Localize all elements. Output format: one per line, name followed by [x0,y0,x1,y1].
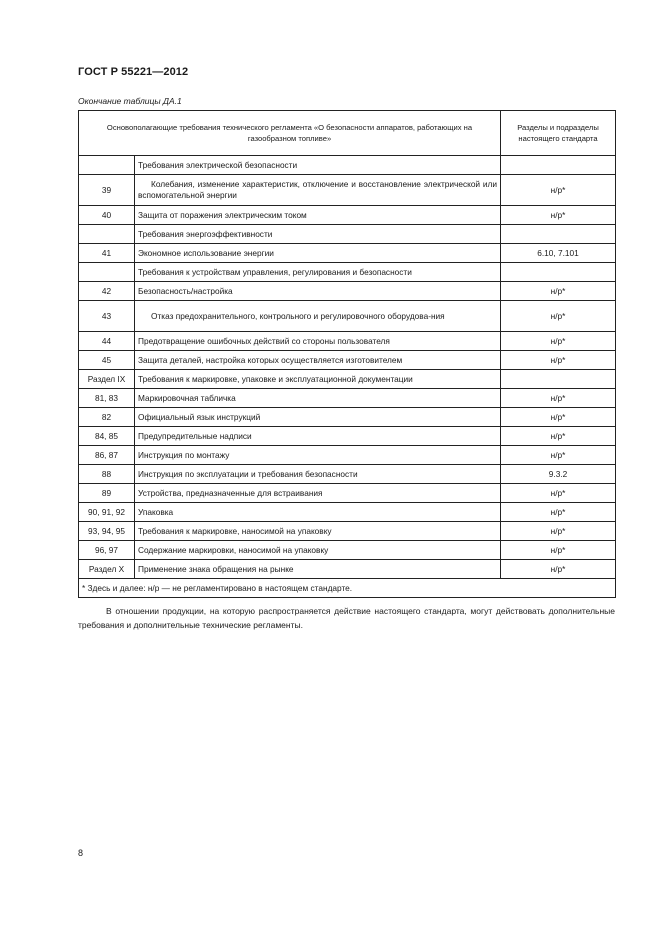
row-item-number [79,263,135,282]
row-section: н/р* [501,541,616,560]
table-row [79,484,616,503]
row-requirement: Колебания, изменение характеристик, отключение и восстановление электрической или вспомогательной энергии [135,175,501,206]
table-row [79,263,616,282]
row-item-number: 84, 85 [79,427,135,446]
table-row [79,351,616,370]
header-requirements: Основополагающие требования технического регламента «О безопасности аппаратов, работающих на газообразном топливе» [79,111,501,156]
row-section: н/р* [501,503,616,522]
row-section [501,156,616,175]
row-item-number: 96, 97 [79,541,135,560]
row-requirement: Требования к маркировке, наносимой на упаковку [135,522,501,541]
table-row [79,244,616,263]
table-row [79,541,616,560]
row-item-number: 39 [79,175,135,206]
row-section: н/р* [501,332,616,351]
row-section: н/р* [501,484,616,503]
row-item-number: 81, 83 [79,389,135,408]
page-number: 8 [78,848,84,858]
row-section: н/р* [501,282,616,301]
table-header-row [79,111,616,156]
row-item-number [79,225,135,244]
row-requirement: Защита от поражения электрическим током [135,206,501,225]
row-requirement: Содержание маркировки, наносимой на упаковку [135,541,501,560]
table-row [79,522,616,541]
row-item-number: 82 [79,408,135,427]
table-row [79,408,616,427]
row-item-number: 89 [79,484,135,503]
row-requirement: Экономное использование энергии [135,244,501,263]
row-requirement: Отказ предохранительного, контрольного и регулировочного оборудова-ния [135,301,501,332]
row-item-number: Раздел IX [79,370,135,389]
body-paragraph-text: В отношении продукции, на которую распространяется действие настоящего стандарта, могут действовать дополнительные требования и дополнительные технические регламенты. [78,606,615,630]
row-item-number: 42 [79,282,135,301]
table-row [79,427,616,446]
requirements-table [78,110,616,598]
row-section: н/р* [501,408,616,427]
row-item-number: 41 [79,244,135,263]
row-requirement: Защита деталей, настройка которых осуществляется изготовителем [135,351,501,370]
table-row [79,446,616,465]
row-section [501,225,616,244]
row-requirement: Инструкция по эксплуатации и требования безопасности [135,465,501,484]
row-section: н/р* [501,206,616,225]
row-requirement: Требования к устройствам управления, регулирования и безопасности [135,263,501,282]
row-section: н/р* [501,560,616,579]
table-footnote: * Здесь и далее: н/р — не регламентировано в настоящем стандарте. [79,579,616,598]
row-section: н/р* [501,351,616,370]
row-item-number: 86, 87 [79,446,135,465]
row-requirement: Предупредительные надписи [135,427,501,446]
table-row [79,175,616,206]
table-row [79,389,616,408]
row-item-number: 44 [79,332,135,351]
table-row [79,560,616,579]
table-row [79,465,616,484]
header-sections: Разделы и подразделы настоящего стандарта [501,111,616,156]
table-row [79,156,616,175]
row-requirement: Требования к маркировке, упаковке и эксплуатационной документации [135,370,501,389]
row-item-number: 93, 94, 95 [79,522,135,541]
row-requirement: Упаковка [135,503,501,522]
row-requirement: Безопасность/настройка [135,282,501,301]
table-row [79,370,616,389]
body-paragraph [78,604,615,632]
row-item-number: 40 [79,206,135,225]
row-requirement: Требования энергоэффективности [135,225,501,244]
row-section: н/р* [501,175,616,206]
document-header: ГОСТ Р 55221—2012 [78,66,189,78]
row-section: н/р* [501,301,616,332]
table-row [79,282,616,301]
row-section: н/р* [501,389,616,408]
row-requirement: Официальный язык инструкций [135,408,501,427]
row-item-number: 88 [79,465,135,484]
row-requirement: Требования электрической безопасности [135,156,501,175]
row-section [501,263,616,282]
row-section: н/р* [501,427,616,446]
footnote-row [79,579,616,598]
row-item-number [79,156,135,175]
row-item-number: 45 [79,351,135,370]
table-caption: Окончание таблицы ДА.1 [78,96,182,106]
row-item-number: Раздел X [79,560,135,579]
table-row [79,301,616,332]
row-section [501,370,616,389]
row-requirement: Предотвращение ошибочных действий со стороны пользователя [135,332,501,351]
row-requirement: Маркировочная табличка [135,389,501,408]
table-row [79,332,616,351]
table-row [79,503,616,522]
row-section: н/р* [501,522,616,541]
row-item-number: 90, 91, 92 [79,503,135,522]
row-section: н/р* [501,446,616,465]
row-section: 6.10, 7.101 [501,244,616,263]
table-row [79,206,616,225]
row-item-number: 43 [79,301,135,332]
table-body [79,156,616,579]
row-section: 9.3.2 [501,465,616,484]
row-requirement: Применение знака обращения на рынке [135,560,501,579]
row-requirement: Инструкция по монтажу [135,446,501,465]
table-row [79,225,616,244]
row-requirement: Устройства, предназначенные для встраивания [135,484,501,503]
